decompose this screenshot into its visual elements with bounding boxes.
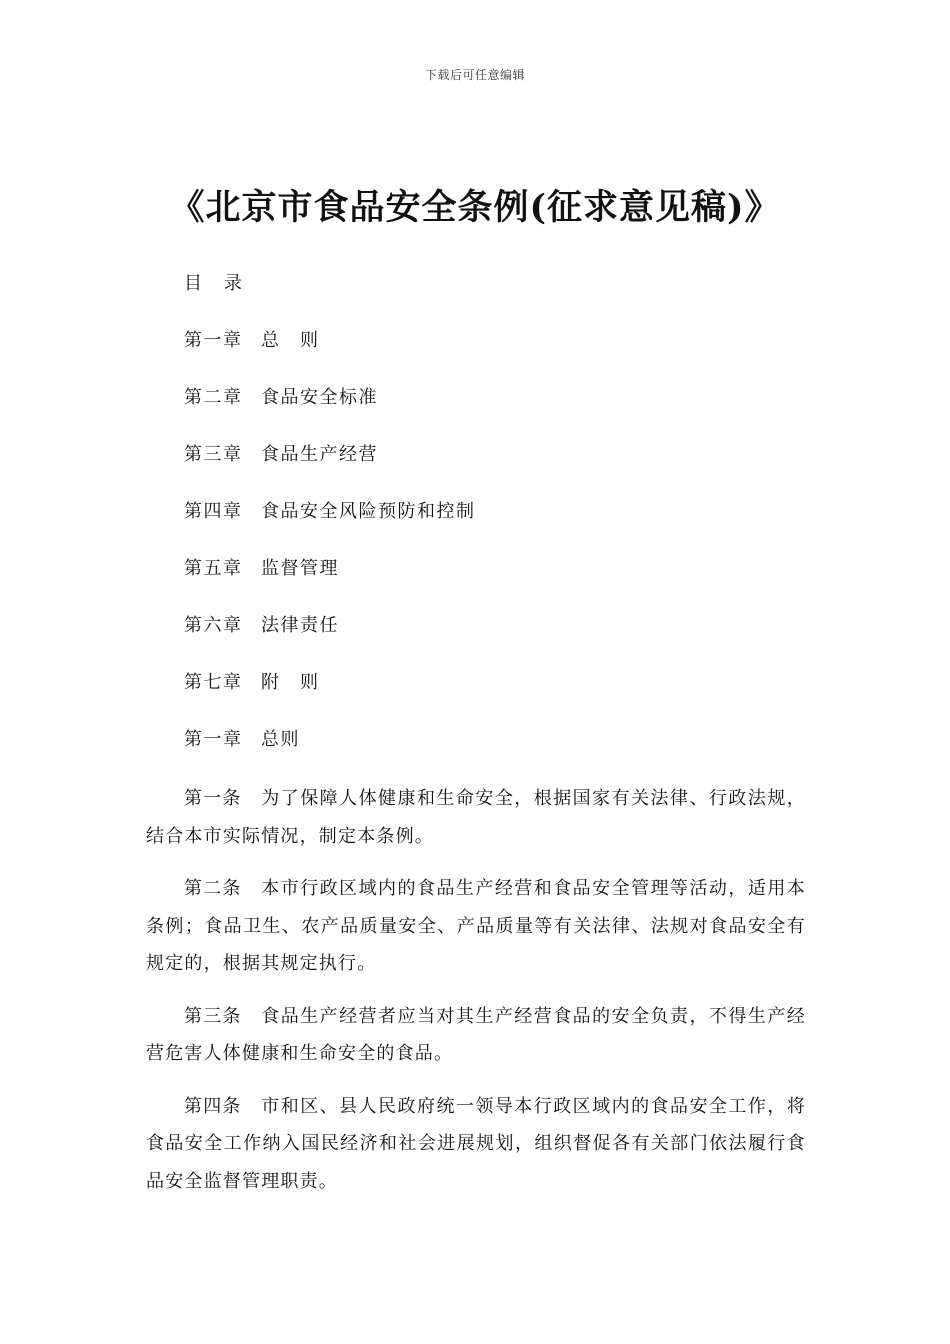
article-text: 市和区、县人民政府统一领导本行政区域内的食品安全工作，将食品安全工作纳入国民经济和社会进展规划，组织督促各有关部门依法履行食品安全监督管理职责。 (146, 1095, 806, 1192)
article-paragraph (146, 780, 806, 855)
toc-item (184, 441, 476, 498)
toc-heading (184, 270, 476, 327)
toc-item (184, 612, 476, 669)
toc-item (184, 384, 476, 441)
toc-item-number: 第六章 (184, 615, 243, 636)
toc-item (184, 327, 476, 384)
toc-heading-char-1: 目 (184, 273, 204, 294)
article-number: 第三条 (184, 1005, 242, 1027)
chapter-number: 第一章 (184, 729, 243, 750)
toc-item-title: 总 则 (261, 330, 320, 351)
toc-item-title: 法律责任 (261, 615, 339, 636)
toc-item (184, 669, 476, 726)
toc-item-number: 第一章 (184, 330, 243, 351)
toc-item (184, 555, 476, 612)
article-paragraph (146, 998, 806, 1073)
article-number: 第二条 (184, 878, 242, 899)
document-title: 《北京市食品安全条例(征求意见稿)》 (169, 187, 781, 228)
document-body (146, 780, 806, 1215)
toc-item-title: 食品生产经营 (261, 444, 378, 465)
article-paragraph (146, 870, 806, 983)
article-text: 食品生产经营者应当对其生产经营食品的安全负责，不得生产经营危害人体健康和生命安全的食品。 (146, 1005, 806, 1064)
toc-item-title: 食品安全标准 (261, 387, 378, 408)
toc-item-number: 第二章 (184, 387, 243, 408)
chapter-title: 总则 (261, 729, 300, 750)
header-note: 下载后可任意编辑 (424, 68, 525, 82)
article-number: 第四条 (184, 1095, 242, 1117)
toc-item-title: 食品安全风险预防和控制 (261, 501, 476, 522)
article-text: 为了保障人体健康和生命安全，根据国家有关法律、行政法规，结合本市实际情况，制定本条例。 (146, 788, 806, 847)
toc-item-title: 监督管理 (261, 558, 339, 579)
article-text: 本市行政区域内的食品生产经营和食品安全管理等活动，适用本条例；食品卫生、农产品质量安全、产品质量等有关法律、法规对食品安全有规定的，根据其规定执行。 (146, 878, 806, 974)
toc-item (184, 498, 476, 555)
article-paragraph (146, 1088, 806, 1201)
toc-heading-char-2: 录 (224, 273, 244, 294)
toc-item-number: 第四章 (184, 501, 243, 522)
chapter-heading (184, 726, 476, 783)
table-of-contents (184, 270, 476, 783)
article-number: 第一条 (184, 788, 242, 809)
toc-item-number: 第三章 (184, 444, 243, 465)
toc-item-number: 第七章 (184, 672, 243, 693)
toc-item-number: 第五章 (184, 558, 243, 579)
toc-item-title: 附 则 (261, 672, 320, 693)
